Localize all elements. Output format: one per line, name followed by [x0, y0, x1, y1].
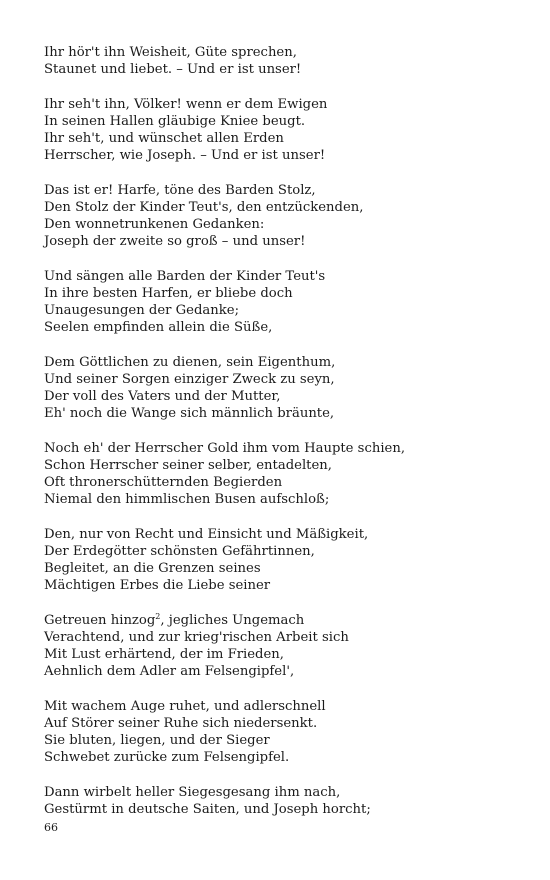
- verse-line: Aehnlich dem Adler am Felsengipfel',: [44, 664, 295, 679]
- verse-line: Mit wachem Auge ruhet, und adlerschnell: [44, 699, 326, 714]
- stanza-4: [44, 268, 514, 336]
- verse-line: Herrscher, wie Joseph. – Und er ist unser!: [44, 148, 326, 163]
- verse-line: Den Stolz der Kinder Teut's, den entzückenden,: [44, 200, 364, 215]
- stanza-9: [44, 698, 514, 766]
- verse-line: Noch eh' der Herrscher Gold ihm vom Haupte schien,: [44, 441, 406, 456]
- verse-line: Niemal den himmlischen Busen aufschloß;: [44, 492, 330, 507]
- verse-line: Ihr seh't ihn, Völker! wenn er dem Ewigen: [44, 97, 328, 112]
- verse-line: Schon Herrscher seiner selber, entadelten,: [44, 458, 332, 473]
- verse-line: Mächtigen Erbes die Liebe seiner: [44, 578, 271, 593]
- verse-line: Ihr seh't, und wünschet allen Erden: [44, 131, 284, 146]
- stanza-1: [44, 44, 514, 78]
- stanza-8: [44, 612, 514, 680]
- verse-line: Begleitet, an die Grenzen seines: [44, 561, 261, 576]
- verse-line: Seelen empfinden allein die Süße,: [44, 320, 273, 335]
- verse-line: Den, nur von Recht und Einsicht und Mäßigkeit,: [44, 527, 369, 542]
- verse-line: Schwebet zurücke zum Felsengipfel.: [44, 750, 290, 765]
- verse-line-with-footnote: [44, 612, 514, 629]
- verse-line: In seinen Hallen gläubige Kniee beugt.: [44, 114, 306, 129]
- verse-line: Ihr hör't ihn Weisheit, Güte sprechen,: [44, 45, 297, 60]
- verse-line-start: Getreuen hinzog: [44, 613, 156, 628]
- verse-line: Mit Lust erhärtend, der im Frieden,: [44, 647, 284, 662]
- verse-line: Eh' noch die Wange sich männlich bräunte,: [44, 406, 335, 421]
- verse-line: Dann wirbelt heller Siegesgesang ihm nach,: [44, 785, 341, 800]
- stanza-6: [44, 440, 514, 508]
- stanza-2: [44, 96, 514, 164]
- verse-line: Unaugesungen der Gedanke;: [44, 303, 240, 318]
- verse-line: Der voll des Vaters und der Mutter,: [44, 389, 281, 404]
- verse-line: Verachtend, und zur krieg'rischen Arbeit sich: [44, 630, 349, 645]
- verse-line: In ihre besten Harfen, er bliebe doch: [44, 286, 293, 301]
- verse-line: Sie bluten, liegen, und der Sieger: [44, 733, 270, 748]
- verse-line: Das ist er! Harfe, töne des Barden Stolz,: [44, 183, 316, 198]
- verse-line: Den wonnetrunkenen Gedanken:: [44, 217, 265, 232]
- stanza-7: [44, 526, 514, 594]
- verse-line: Oft thronerschütternden Begierden: [44, 475, 283, 490]
- stanza-10: [44, 784, 514, 818]
- footnote-marker[interactable]: 2: [155, 612, 161, 621]
- stanza-3: [44, 182, 514, 250]
- verse-line: Und seiner Sorgen einziger Zweck zu seyn,: [44, 372, 335, 387]
- poem-text: [44, 44, 514, 836]
- verse-line: Der Erdegötter schönsten Gefährtinnen,: [44, 544, 315, 559]
- verse-line: Joseph der zweite so groß – und unser!: [44, 234, 306, 249]
- page-number: 66: [44, 821, 58, 834]
- verse-line: Dem Göttlichen zu dienen, sein Eigenthum,: [44, 355, 336, 370]
- verse-line: Gestürmt in deutsche Saiten, und Joseph horcht;: [44, 802, 371, 817]
- verse-line: Und sängen alle Barden der Kinder Teut's: [44, 269, 326, 284]
- verse-line-rest: , jegliches Ungemach: [160, 613, 305, 628]
- verse-line: Staunet und liebet. – Und er ist unser!: [44, 62, 302, 77]
- verse-line: Auf Störer seiner Ruhe sich niedersenkt.: [44, 716, 318, 731]
- stanza-5: [44, 354, 514, 422]
